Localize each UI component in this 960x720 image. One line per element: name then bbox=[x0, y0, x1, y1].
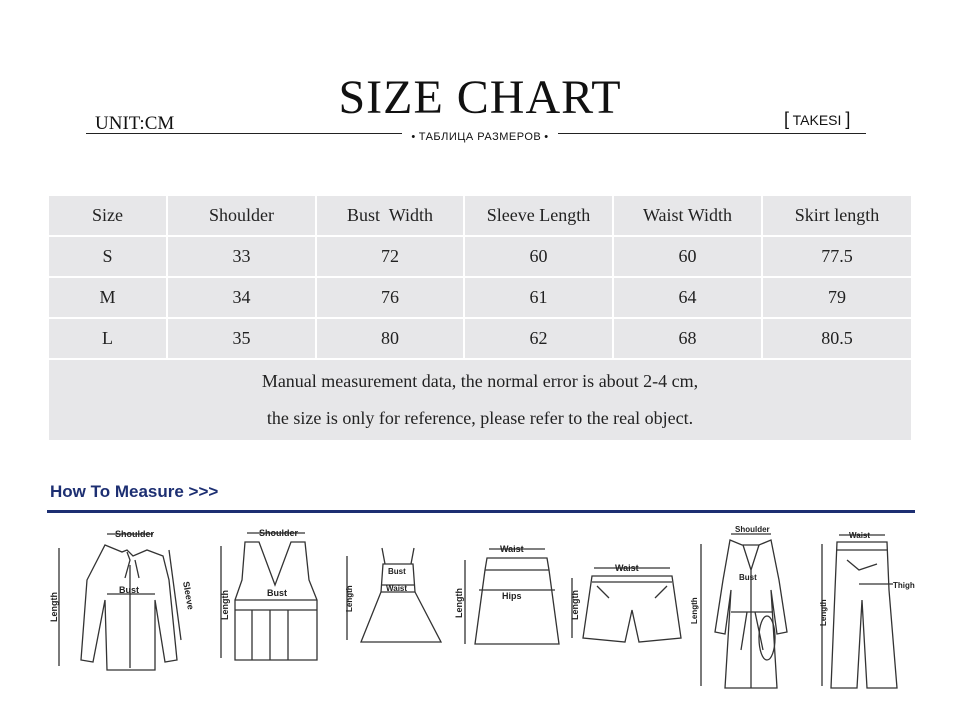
hips-label: Hips bbox=[502, 591, 522, 601]
belt-loop bbox=[759, 616, 775, 660]
brand-name: TAKESI bbox=[792, 112, 842, 128]
pants-diagram bbox=[819, 531, 915, 688]
page-title: SIZE CHART bbox=[338, 71, 622, 124]
length-label: Length bbox=[220, 590, 230, 620]
table-cell: 35 bbox=[167, 318, 316, 359]
table-cell: 64 bbox=[613, 277, 762, 318]
dress-straps bbox=[382, 548, 414, 564]
table-cell: 80 bbox=[316, 318, 464, 359]
header-cell: Shoulder bbox=[167, 195, 316, 236]
pants-outline bbox=[831, 542, 897, 688]
length-label: Length bbox=[570, 590, 580, 620]
waist-label: Waist bbox=[386, 584, 408, 593]
table-cell: 62 bbox=[464, 318, 613, 359]
table-note-row bbox=[48, 359, 912, 441]
table-cell: 61 bbox=[464, 277, 613, 318]
bust-label: Bust bbox=[119, 585, 139, 595]
waist-label: Waist bbox=[849, 531, 871, 540]
bust-label: Bust bbox=[739, 573, 757, 582]
skirt-outline bbox=[475, 558, 559, 644]
thigh-label: Thigh bbox=[893, 581, 915, 590]
table-cell: 79 bbox=[762, 277, 912, 318]
table-cell: 77.5 bbox=[762, 236, 912, 277]
bust-label: Bust bbox=[267, 588, 287, 598]
note-line-2: the size is only for reference, please refer to the real object. bbox=[266, 408, 694, 428]
table-cell: M bbox=[48, 277, 167, 318]
unit-label: UNIT:CM bbox=[95, 113, 175, 134]
measurement-diagrams bbox=[47, 520, 917, 690]
length-label: Length bbox=[690, 597, 699, 624]
table-row bbox=[48, 277, 912, 318]
pants-details bbox=[837, 550, 887, 570]
table-cell: 76 bbox=[316, 277, 464, 318]
sleeve-label: Sleeve bbox=[181, 580, 196, 611]
waist-label: Waist bbox=[615, 563, 639, 573]
length-label: Length bbox=[819, 599, 828, 626]
table-cell: 34 bbox=[167, 277, 316, 318]
brand-label bbox=[784, 109, 850, 130]
bracket-left-icon: [ bbox=[784, 109, 790, 129]
tank-diagram bbox=[220, 528, 317, 660]
tank-outline bbox=[235, 542, 317, 660]
how-to-measure-divider bbox=[47, 510, 915, 513]
header-cell: Size bbox=[48, 195, 167, 236]
length-label: Length bbox=[345, 585, 354, 612]
length-label: Length bbox=[49, 592, 59, 622]
header-cell: Waist Width bbox=[613, 195, 762, 236]
header-cell: Bust Width bbox=[316, 195, 464, 236]
table-cell: 72 bbox=[316, 236, 464, 277]
table-cell: L bbox=[48, 318, 167, 359]
shoulder-label: Shoulder bbox=[735, 525, 770, 534]
tank-pleats bbox=[235, 600, 317, 660]
table-cell: S bbox=[48, 236, 167, 277]
table-cell: 60 bbox=[464, 236, 613, 277]
size-table bbox=[47, 194, 913, 442]
strap-dress-diagram bbox=[345, 548, 441, 642]
table-cell: 33 bbox=[167, 236, 316, 277]
waist-label: Waist bbox=[500, 544, 524, 554]
table-cell: 60 bbox=[613, 236, 762, 277]
shorts-details bbox=[592, 582, 672, 598]
table-cell: 68 bbox=[613, 318, 762, 359]
shoulder-label: Shoulder bbox=[115, 529, 155, 539]
subtitle-text: • ТАБЛИЦА РАЗМЕРОВ • bbox=[402, 131, 557, 143]
table-cell: 80.5 bbox=[762, 318, 912, 359]
shorts-diagram bbox=[570, 563, 681, 642]
table-row bbox=[48, 318, 912, 359]
measurement-note bbox=[48, 359, 912, 441]
length-label: Length bbox=[454, 588, 464, 618]
note-line-1: Manual measurement data, the normal error is about 2-4 cm, bbox=[261, 371, 699, 391]
skirt-diagram bbox=[454, 544, 559, 644]
how-to-measure-heading: How To Measure >>> bbox=[50, 482, 219, 501]
table-header-row bbox=[48, 195, 912, 236]
long-dress-diagram bbox=[690, 525, 787, 688]
table-row bbox=[48, 236, 912, 277]
shoulder-label: Shoulder bbox=[259, 528, 299, 538]
bust-label: Bust bbox=[388, 567, 406, 576]
blouse-diagram bbox=[49, 529, 196, 670]
long-dress-belt bbox=[731, 612, 773, 650]
header-cell: Skirt length bbox=[762, 195, 912, 236]
header-cell: Sleeve Length bbox=[464, 195, 613, 236]
bracket-right-icon: ] bbox=[845, 109, 851, 129]
